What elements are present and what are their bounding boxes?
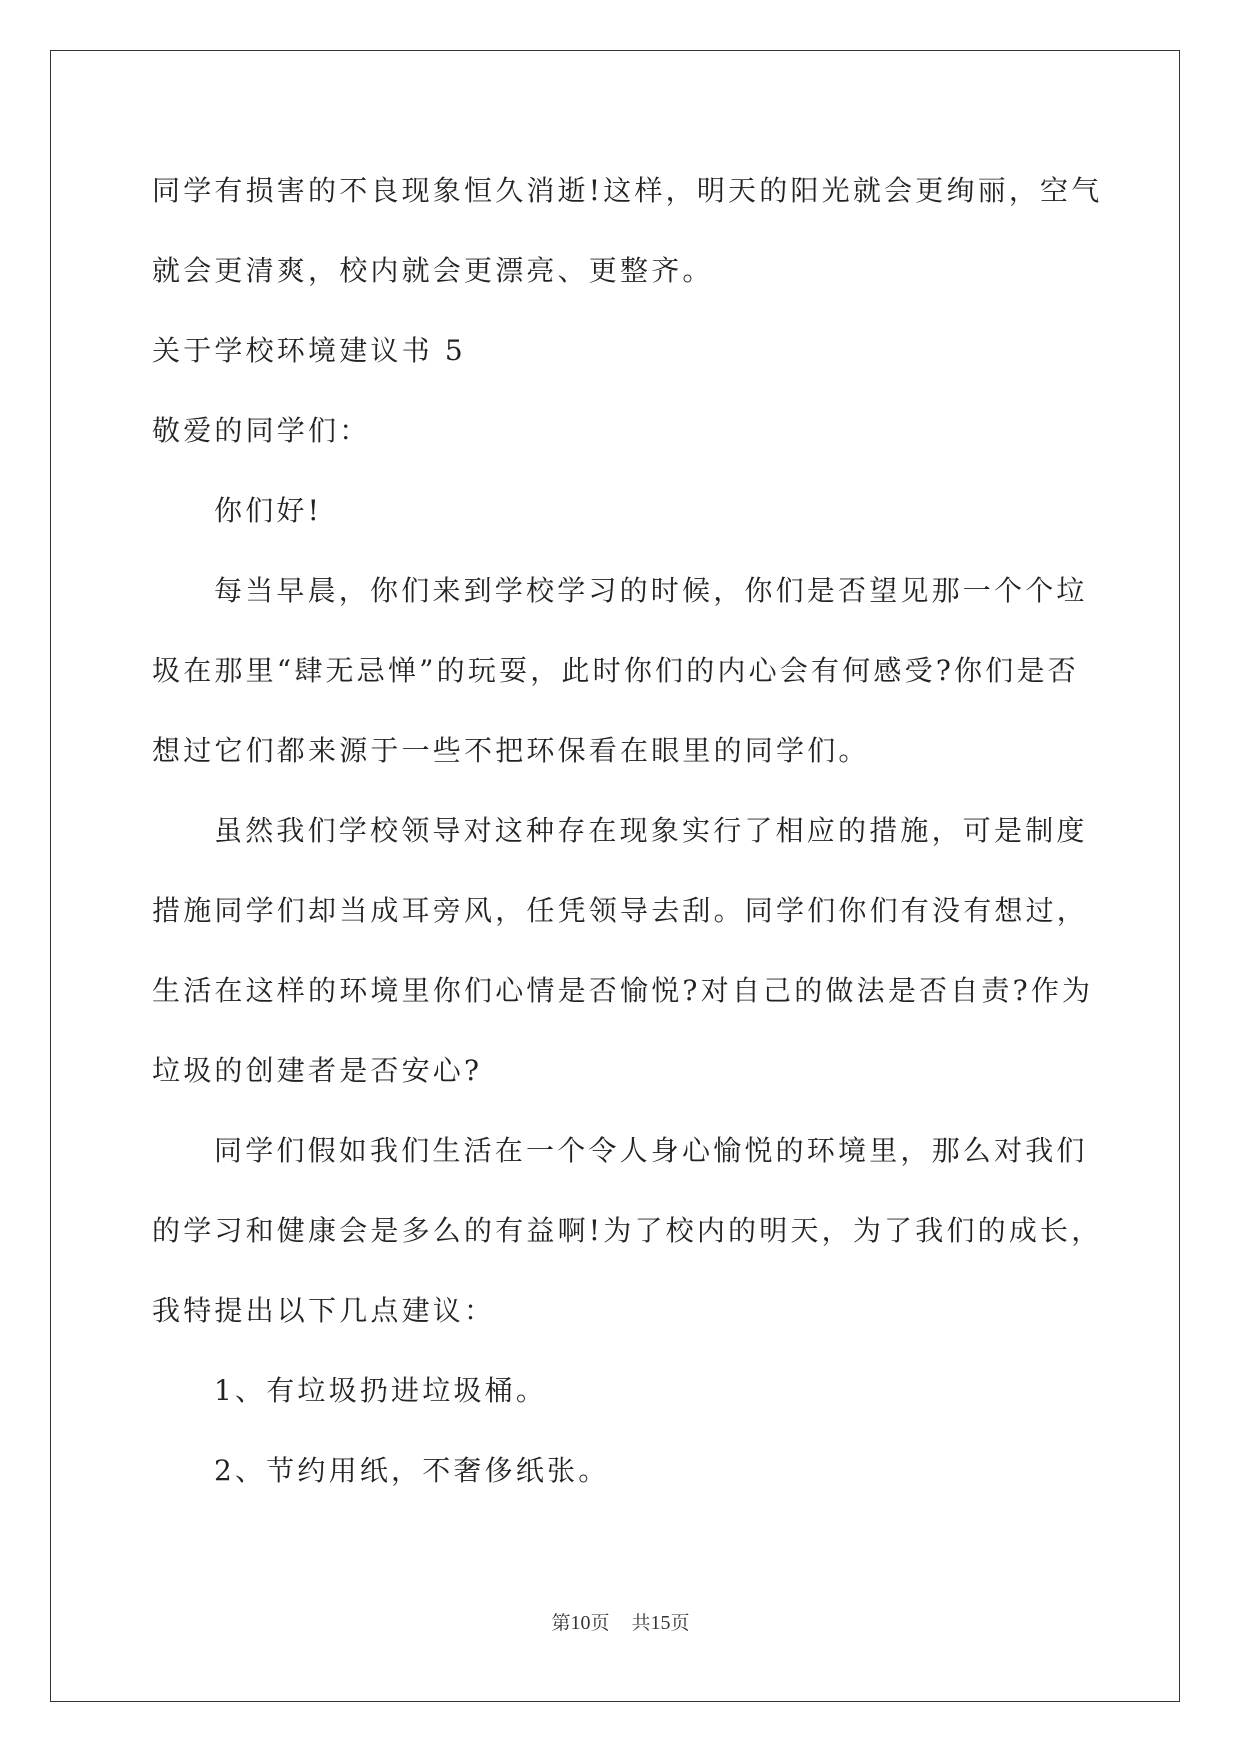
paragraph-line: 同学有损害的不良现象恒久消逝!这样，明天的阳光就会更绚丽，空气 bbox=[152, 174, 1103, 207]
paragraph-line: 想过它们都来源于一些不把环保看在眼里的同学们。 bbox=[152, 734, 870, 767]
total-prefix: 共 bbox=[631, 1612, 651, 1634]
page-current: 10 bbox=[570, 1612, 591, 1634]
paragraph-line: 生活在这样的环境里你们心情是否愉悦?对自己的做法是否自责?作为 bbox=[152, 974, 1094, 1007]
paragraph-line: 就会更清爽，校内就会更漂亮、更整齐。 bbox=[152, 254, 714, 287]
paragraph-line: 垃圾的创建者是否安心? bbox=[152, 1054, 483, 1087]
paragraph-line: 我特提出以下几点建议： bbox=[152, 1294, 496, 1327]
paragraph-line: 的学习和健康会是多么的有益啊!为了校内的明天，为了我们的成长， bbox=[152, 1214, 1103, 1247]
page-prefix: 第 bbox=[551, 1612, 571, 1634]
list-item: 2、节约用纸，不奢侈纸张。 bbox=[214, 1454, 610, 1487]
page-footer bbox=[0, 1611, 1241, 1635]
paragraph-line: 措施同学们却当成耳旁风，任凭领导去刮。同学们你们有没有想过， bbox=[152, 894, 1089, 927]
section-title: 关于学校环境建议书 5 bbox=[152, 334, 466, 367]
paragraph-line: 每当早晨，你们来到学校学习的时候，你们是否望见那一个个垃 bbox=[214, 574, 1088, 607]
page-suffix: 页 bbox=[590, 1612, 610, 1634]
list-item: 1、有垃圾扔进垃圾桶。 bbox=[214, 1374, 548, 1407]
total-suffix: 页 bbox=[670, 1612, 690, 1634]
paragraph-line: 圾在那里“肆无忌惮”的玩耍，此时你们的内心会有何感受?你们是否 bbox=[152, 654, 1079, 687]
greeting: 你们好! bbox=[214, 494, 323, 527]
page-total: 15 bbox=[650, 1612, 671, 1634]
paragraph-line: 同学们假如我们生活在一个令人身心愉悦的环境里，那么对我们 bbox=[214, 1134, 1088, 1167]
salutation: 敬爱的同学们： bbox=[152, 414, 371, 447]
paragraph-line: 虽然我们学校领导对这种存在现象实行了相应的措施，可是制度 bbox=[214, 814, 1088, 847]
